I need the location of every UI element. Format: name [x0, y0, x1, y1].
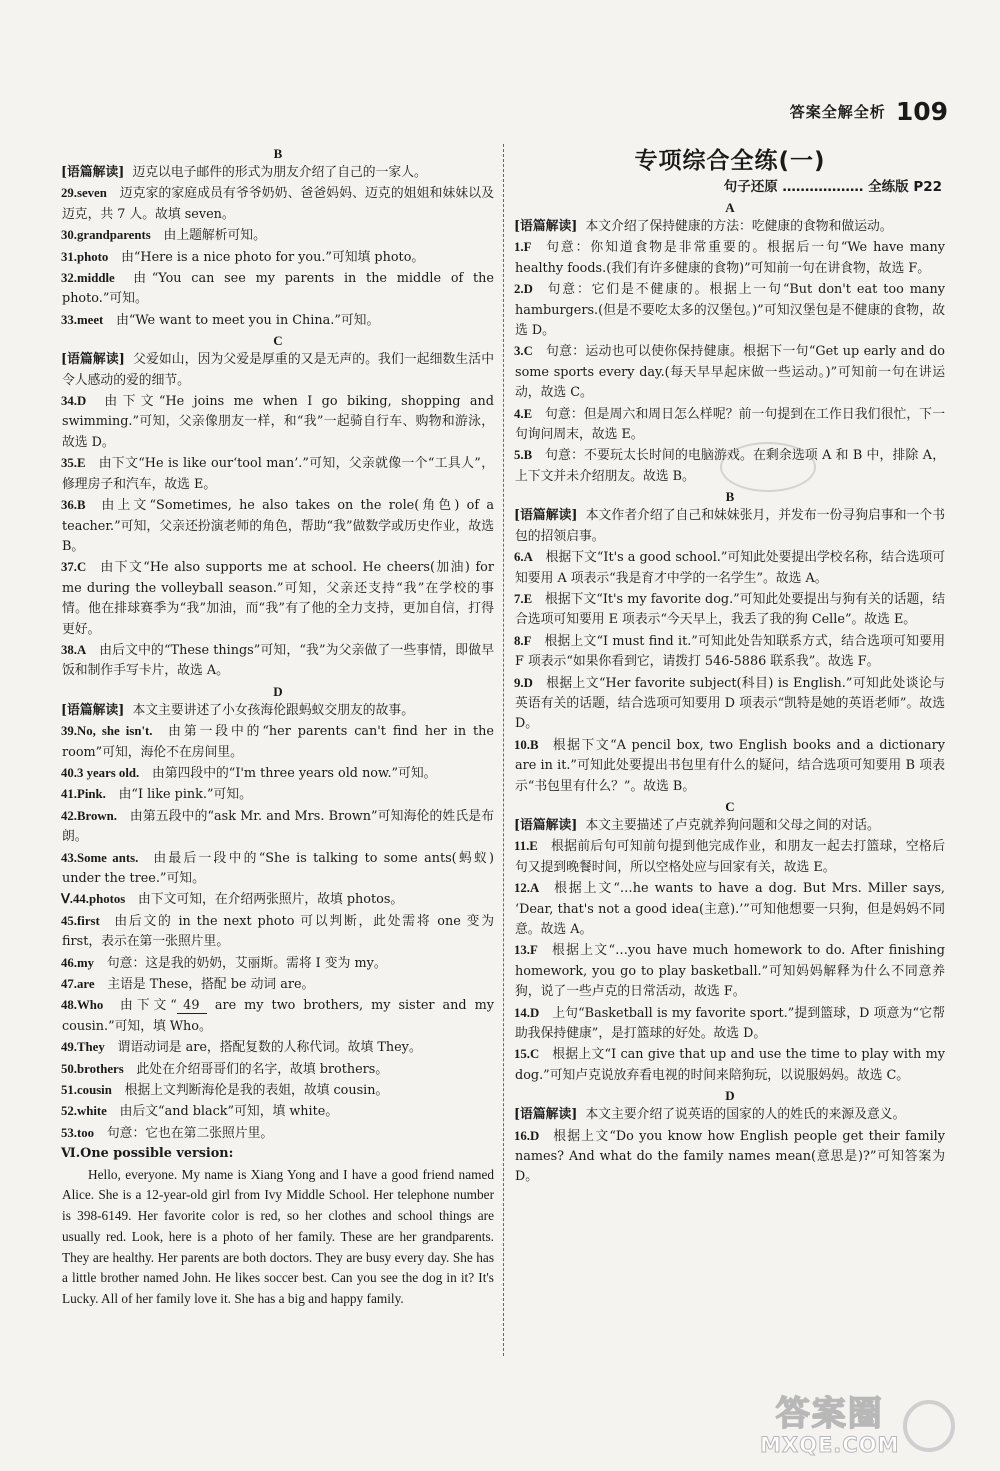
answer-item — [62, 310, 494, 331]
item-explanation: 句意：这是我的奶奶，艾丽斯。需将 I 变为 my。 — [106, 955, 387, 971]
item-explanation: 由下文“He also supports me at school. He cheers(加油) for me during the volleyball season.”可知，父亲还支持“我”在学校的事情。他在排球赛季为“我”加油，而“我”有了他的全力支持，更加自信，打得更好。 — [62, 560, 494, 637]
answer-item — [62, 391, 494, 453]
item-explanation: 由第一段中的“her parents can't find her in the room”可知，海伦不在房间里。 — [62, 724, 494, 760]
item-answer: F — [523, 633, 532, 648]
section-VI — [62, 1144, 494, 1309]
item-number: 33. — [61, 312, 77, 327]
answer-item — [515, 1003, 945, 1045]
answer-list — [62, 889, 494, 1144]
answer-item — [62, 183, 494, 225]
item-number: 4. — [514, 406, 524, 421]
item-number: 32. — [61, 271, 77, 286]
watermark-url: MXQE.COM — [760, 1433, 900, 1457]
item-answer: Some ants. — [77, 850, 139, 865]
watermark-text: 答案圈 — [775, 1394, 884, 1434]
answer-item — [62, 974, 494, 995]
item-answer: No, she isn't. — [77, 724, 153, 739]
item-explanation: 由下文“He is like our‘tool man’.”可知，父亲就像一个“工具人”，修理房子和汽车，故选 E。 — [62, 456, 494, 492]
item-explanation: 迈克家的家庭成员有爷爷奶奶、爸爸妈妈、迈克的姐姐和妹妹以及迈克，共 7 人。故填 seven。 — [62, 186, 494, 222]
answer-item — [62, 1123, 494, 1144]
item-number: 40. — [61, 765, 77, 780]
item-number: 31. — [61, 249, 77, 264]
item-explanation: 句意：它们是不健康的。根据上一句“But don't eat too many hamburgers.(但是不要吃太多的汉堡包。)”可知汉堡包是不健康的食物，故选 D。 — [515, 282, 945, 339]
right-column — [515, 144, 945, 1188]
item-explanation: 由下文可知，在介绍两张照片，故填 photos。 — [138, 892, 404, 908]
item-answer: B — [523, 448, 533, 463]
item-answer: E — [77, 456, 86, 471]
item-number: 7. — [514, 591, 524, 606]
answer-item — [515, 279, 945, 341]
column-divider — [503, 144, 504, 1356]
item-explanation: 此处在介绍哥哥们的名字，故填 brothers。 — [136, 1061, 389, 1077]
item-number: 29. — [61, 186, 77, 201]
item-number: 48. — [61, 998, 77, 1013]
answer-list — [62, 183, 494, 331]
section-heading: C — [273, 333, 283, 349]
passage-intro: [语篇解读] 本文主要介绍了说英语的国家的人的姓氏的来源及意义。 — [514, 1107, 906, 1123]
answer-list — [62, 391, 494, 682]
passage-intro: [语篇解读] 本文主要描述了卢克就养狗问题和父母之间的对话。 — [514, 817, 880, 833]
passage-intro: [语篇解读] 本文介绍了保持健康的方法：吃健康的食物和做运动。 — [514, 219, 893, 234]
item-explanation: 根据下文“A pencil box, two English books and a dictionary are in it.”可知此处要提出书包里有什么的疑问，结合选项可知要用 B 项表示“书包里有什么？”。故选 B。 — [515, 737, 945, 794]
item-explanation: 根据上文判断海伦是我的表姐，故填 cousin。 — [124, 1083, 389, 1099]
item-explanation: 上句“Basketball is my favorite sport.”提到篮球，D 项意为“它帮助我保持健康”，是打篮球的好处。故选 D。 — [515, 1005, 945, 1042]
item-answer: too — [77, 1125, 95, 1140]
item-answer: They — [77, 1040, 105, 1055]
answer-item — [62, 557, 494, 640]
answer-item — [515, 878, 945, 940]
answer-item — [62, 784, 494, 805]
item-number: 38. — [61, 642, 77, 657]
answer-item — [515, 940, 945, 1002]
header-label: 答案全解全析 — [789, 102, 886, 121]
section-subtitle: 句子还原 ……………… 全练版 P22 — [723, 179, 942, 195]
page-header — [790, 95, 948, 127]
item-answer: white — [77, 1104, 107, 1119]
item-number: 15. — [514, 1047, 530, 1062]
item-number: 8. — [514, 633, 524, 648]
item-answer: D — [530, 1005, 540, 1020]
item-answer: 3 years old. — [77, 765, 140, 780]
fill-blank: 49 — [177, 998, 207, 1014]
item-answer: E — [523, 406, 533, 421]
answer-item — [515, 735, 945, 797]
item-number: 53. — [61, 1125, 77, 1140]
item-explanation: 由后文的 in the next photo 可以判断，此处需将 one 变为 first，表示在第一张照片里。 — [62, 913, 494, 950]
section-title: 专项综合全练(一) — [634, 148, 826, 174]
answer-item — [62, 995, 494, 1037]
item-answer: D — [530, 1128, 540, 1143]
item-answer: meet — [77, 312, 104, 327]
item-explanation: 句意：它也在第二张照片里。 — [106, 1125, 274, 1141]
passage-intro: [语篇解读] 本文主要讲述了小女孩海伦跟蚂蚁交朋友的故事。 — [61, 702, 414, 718]
answer-list — [515, 547, 945, 797]
answer-item — [62, 453, 494, 495]
writing-heading: Ⅵ.One possible version: — [61, 1146, 234, 1162]
section-heading: C — [725, 798, 735, 814]
item-explanation: 由“I like pink.”可知。 — [118, 787, 252, 803]
section-D — [62, 682, 494, 890]
answer-item — [62, 721, 494, 763]
roman-numeral: Ⅴ. — [61, 892, 73, 907]
item-number: 51. — [61, 1083, 77, 1098]
item-number: 52. — [61, 1104, 77, 1119]
item-explanation: 根据上文“I can give that up and use the time to play with my dog.”可知卢克说放弃看电视的时间来陪狗玩，以说服妈妈。故选 C。 — [515, 1047, 945, 1083]
answer-item — [62, 1080, 494, 1101]
answer-item — [515, 1044, 945, 1086]
item-number: 49. — [61, 1040, 77, 1055]
item-number: 30. — [61, 228, 77, 243]
answer-item — [62, 763, 494, 784]
answer-item — [62, 268, 494, 310]
section-heading: A — [725, 200, 735, 215]
answer-item — [62, 225, 494, 246]
item-answer: A — [77, 642, 87, 657]
item-number: 50. — [61, 1061, 77, 1076]
section-B — [515, 487, 945, 797]
item-explanation: 谓语动词是 are，搭配复数的人称代词。故填 They。 — [117, 1040, 422, 1056]
answer-item — [62, 848, 494, 890]
item-explanation: are my two brothers, my sister and my cousin.”可知，填 Who。 — [62, 998, 494, 1034]
item-answer: grandparents — [77, 228, 151, 243]
item-number: 44. — [72, 892, 89, 907]
answer-item — [515, 631, 945, 673]
answer-item — [62, 911, 494, 953]
item-number: 3. — [514, 344, 524, 359]
item-answer: Who — [77, 998, 104, 1013]
item-answer: cousin — [77, 1083, 112, 1098]
item-number: 9. — [514, 675, 524, 690]
item-answer: my — [77, 955, 95, 970]
watermark-circle-icon — [903, 1400, 955, 1452]
item-number: 13. — [514, 943, 530, 958]
item-number: 12. — [514, 881, 530, 896]
item-answer: C — [77, 560, 87, 575]
item-answer: E — [529, 839, 538, 854]
item-explanation: 由上文“Sometimes, he also takes on the role(角色) of a teacher.”可知，父亲还扮演老师的角色，帮助“我”做数学或历史作业，故选 B。 — [62, 498, 494, 554]
item-explanation: 句意：但是周六和周日怎么样呢？前一句提到在工作日我们很忙，下一句询问周末，故选 E。 — [515, 406, 945, 443]
stamp-seal — [720, 442, 816, 492]
item-explanation: 由上题解析可知。 — [163, 228, 266, 244]
item-explanation: 由“Here is a nice photo for you.”可知填 photo。 — [121, 249, 425, 265]
answer-list — [515, 836, 945, 1086]
item-explanation: 句意：运动也可以使你保持健康。根据下一句“Get up early and do some sports every day.(每天早早起床做一些运动。)”可知前一句在讲运动，故选 C。 — [515, 344, 945, 401]
answer-item — [62, 640, 494, 682]
item-number: 35. — [61, 456, 77, 471]
item-explanation: 根据上文“…he wants to have a dog. But Mrs. Miller says, ‘Dear, that's not a good idea(主意).’”可知他想要一只狗，但是妈妈不同意。故选 A。 — [515, 881, 945, 937]
section-A — [515, 198, 945, 487]
item-answer: D — [523, 282, 533, 297]
item-answer: A — [530, 881, 540, 896]
item-answer: C — [523, 344, 533, 359]
answer-item — [515, 341, 945, 403]
answer-item — [62, 806, 494, 848]
answer-item — [62, 1037, 494, 1058]
item-explanation: 根据上文“Her favorite subject(科目) is English.”可知此处谈论与英语有关的话题，结合选项可知要用 D 项表示“凯特是她的英语老师”。故选 D。 — [515, 675, 945, 732]
page-number: 109 — [895, 96, 948, 126]
item-explanation: 根据上文“…you have much homework to do. After finishing homework, you go to play basketball.”可知妈妈解释为什么不同意养狗，说了一些卢克的日常活动，故选 F。 — [515, 943, 945, 1000]
answer-list — [515, 237, 945, 487]
item-number: 42. — [61, 808, 77, 823]
section-heading: B — [273, 146, 283, 161]
section-C — [515, 797, 945, 1086]
answer-item — [515, 1126, 945, 1188]
item-explanation: 由下文“He joins me when I go biking, shopping and swimming.”可知，父亲像朋友一样，和“我”一起骑自行车、购物和游泳，故选 D。 — [62, 394, 494, 450]
item-number: 2. — [514, 282, 524, 297]
item-number: 46. — [61, 955, 77, 970]
section-B — [62, 144, 494, 331]
item-explanation: 由第四段中的“I'm three years old now.”可知。 — [152, 765, 437, 781]
item-explanation: 根据上文“I must find it.”可知此处告知联系方式，结合选项可知要用 F 项表示“如果你看到它，请拨打 546-5886 联系我”。故选 F。 — [515, 633, 945, 670]
watermark-logo — [760, 1395, 955, 1457]
item-answer: photo — [77, 249, 109, 264]
item-explanation: 由“You can see my parents in the middle of the photo.”可知。 — [62, 271, 494, 307]
item-answer: Brown. — [77, 808, 117, 823]
item-answer: F — [530, 943, 538, 958]
item-answer: B — [77, 498, 86, 513]
item-number: 43. — [61, 850, 77, 865]
item-answer: seven — [77, 186, 107, 201]
item-explanation: 由下文“ — [116, 998, 177, 1014]
item-answer: F — [523, 240, 532, 255]
answer-item — [62, 495, 494, 557]
item-explanation: 句意：你知道食物是非常重要的。根据后一句“We have many healthy foods.(我们有许多健康的食物)”可知前一句在讲食物，故选 F。 — [515, 240, 945, 276]
item-explanation: 由后文“and black”可知，填 white。 — [119, 1104, 339, 1120]
item-answer: are — [77, 977, 95, 992]
left-column — [62, 144, 494, 1310]
item-number: 34. — [61, 394, 77, 409]
answer-item — [515, 836, 945, 878]
item-number: 5. — [514, 448, 524, 463]
item-number: 11. — [514, 839, 530, 854]
item-answer: Pink. — [77, 787, 106, 802]
item-number: 16. — [514, 1128, 530, 1143]
answer-item — [62, 247, 494, 268]
answer-item — [62, 1101, 494, 1122]
item-number: 45. — [61, 913, 77, 928]
answer-list — [62, 721, 494, 889]
item-answer: C — [530, 1047, 540, 1062]
item-number: 39. — [61, 724, 77, 739]
item-explanation: 由第五段中的“ask Mr. and Mrs. Brown”可知海伦的姓氏是布朗。 — [62, 808, 494, 845]
item-explanation: 由最后一段中的“She is talking to some ants(蚂蚁) under the tree.”可知。 — [62, 850, 494, 886]
item-number: 14. — [514, 1005, 530, 1020]
passage-intro: [语篇解读] 父爱如山，因为父爱是厚重的又是无声的。我们一起细数生活中令人感动的爱的细节。 — [61, 352, 494, 388]
item-number: 41. — [61, 787, 77, 802]
item-explanation: 由后文中的“These things”可知，“我”为父亲做了一些事情，即做早饭和制作手写卡片，故选 A。 — [62, 642, 494, 679]
item-answer: B — [530, 737, 539, 752]
section-V — [62, 889, 494, 1144]
item-explanation: 根据前后句可知前句提到他完成作业，和朋友一起去打篮球，空格后句又提到晚餐时间，所以空格处应与回家有关，故选 E。 — [515, 839, 945, 875]
section-D — [515, 1086, 945, 1188]
section-C — [62, 331, 494, 682]
section-heading: D — [273, 683, 283, 699]
item-answer: brothers — [77, 1061, 124, 1076]
item-number: 37. — [61, 560, 77, 575]
answer-item — [515, 237, 945, 279]
item-number: 47. — [61, 977, 77, 992]
item-number: 36. — [61, 498, 77, 513]
item-number: 10. — [514, 737, 530, 752]
sample-essay: Hello, everyone. My name is Xiang Yong and I have a good friend named Alice. She is a 12-year-old girl from Ivy Middle School. Her telephone number is 398-6149. Her favorite color is red, so her clothes and school things are usually red. Look, here is a photo of her family. These are her grandparents. They are healthy. Her parents are both doctors. They are busy every day. She has a little brother named John. He likes soccer best. Can you see the dog in it? It's Lucky. All of her family love it. She has a big and happy family. — [62, 1166, 494, 1306]
item-number: 1. — [514, 240, 524, 255]
passage-intro: [语篇解读] 本文作者介绍了自己和妹妹张月，并发布一份寻狗启事和一个书包的招领启事。 — [514, 508, 945, 544]
item-answer: photos — [88, 892, 126, 907]
item-explanation: 根据上文“Do you know how English people get their family names? And what do the family names mean(意思是)?”可知答案为 D。 — [515, 1128, 945, 1185]
answer-item — [62, 1059, 494, 1080]
item-number: 6. — [514, 550, 524, 565]
answer-item — [62, 889, 494, 910]
section-heading: D — [725, 1088, 735, 1104]
item-explanation: 根据下文“It's a good school.”可知此处要提出学校名称，结合选项可知要用 A 项表示“我是育才中学的一名学生”。故选 A。 — [515, 550, 945, 586]
item-answer: E — [523, 591, 533, 606]
item-explanation: 句意：不要玩太长时间的电脑游戏。在剩余选项 A 和 B 中，排除 A，上下文并未介绍朋友。故选 B。 — [515, 448, 945, 484]
item-answer: A — [523, 550, 533, 565]
item-answer: middle — [77, 271, 115, 286]
section-heading: B — [725, 489, 735, 505]
answer-item — [515, 547, 945, 589]
item-explanation: 主语是 These，搭配 be 动词 are。 — [107, 977, 315, 993]
item-answer: D — [523, 675, 533, 690]
item-answer: first — [77, 913, 100, 928]
answer-item — [515, 673, 945, 735]
answer-item — [62, 953, 494, 974]
answer-item — [515, 589, 945, 631]
answer-list — [515, 1126, 945, 1188]
passage-intro: [语篇解读] 迈克以电子邮件的形式为朋友介绍了自己的一家人。 — [61, 165, 427, 180]
item-explanation: 由“We want to meet you in China.”可知。 — [116, 312, 380, 328]
item-explanation: 根据下文“It's my favorite dog.”可知此处要提出与狗有关的话题，结合选项可知要用 E 项表示“今天早上，我丢了我的狗 Celle”。故选 E。 — [515, 591, 945, 628]
answer-item — [515, 404, 945, 446]
item-answer: D — [77, 394, 87, 409]
